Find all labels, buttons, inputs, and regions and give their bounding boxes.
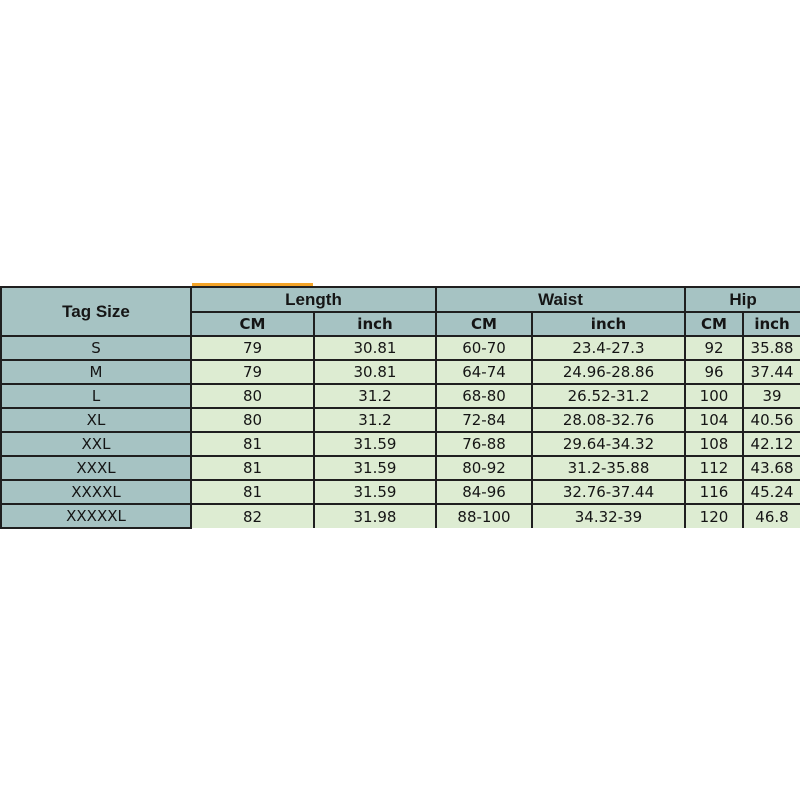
table-row-xl: [1, 408, 800, 432]
size-cell: XXXXL: [1, 480, 191, 504]
table-row-xxxl: [1, 456, 800, 480]
table-row-xxxxl: [1, 480, 800, 504]
hip-cm-cell: 104: [685, 408, 743, 432]
waist-inch-cell: 24.96-28.86: [532, 360, 685, 384]
size-cell: XXXXXL: [1, 504, 191, 528]
length-cm-cell: 81: [191, 456, 314, 480]
waist-cm-header: CM: [436, 312, 532, 336]
waist-inch-cell: 34.32-39: [532, 504, 685, 528]
hip-cm-cell: 108: [685, 432, 743, 456]
table-row-s: [1, 336, 800, 360]
hip-cm-cell: 100: [685, 384, 743, 408]
length-cm-cell: 81: [191, 432, 314, 456]
length-cm-cell: 79: [191, 360, 314, 384]
length-group-header: Length: [191, 287, 436, 312]
hip-inch-cell: 40.56: [743, 408, 800, 432]
length-cm-cell: 80: [191, 408, 314, 432]
waist-cm-cell: 76-88: [436, 432, 532, 456]
waist-group-header: Waist: [436, 287, 685, 312]
waist-cm-cell: 84-96: [436, 480, 532, 504]
size-cell: XXL: [1, 432, 191, 456]
length-inch-cell: 30.81: [314, 360, 436, 384]
length-cm-cell: 82: [191, 504, 314, 528]
hip-inch-cell: 35.88: [743, 336, 800, 360]
waist-inch-cell: 29.64-34.32: [532, 432, 685, 456]
length-inch-header: inch: [314, 312, 436, 336]
length-cm-header: CM: [191, 312, 314, 336]
hip-inch-cell: 39: [743, 384, 800, 408]
table-row-xxl: [1, 432, 800, 456]
hip-cm-cell: 112: [685, 456, 743, 480]
size-cell: XXXL: [1, 456, 191, 480]
hip-inch-cell: 42.12: [743, 432, 800, 456]
length-inch-cell: 31.98: [314, 504, 436, 528]
length-cm-cell: 80: [191, 384, 314, 408]
hip-cm-cell: 96: [685, 360, 743, 384]
length-cm-cell: 79: [191, 336, 314, 360]
waist-inch-cell: 31.2-35.88: [532, 456, 685, 480]
tag-size-header: Tag Size: [1, 287, 191, 336]
size-cell: S: [1, 336, 191, 360]
table-row-l: [1, 384, 800, 408]
waist-inch-cell: 28.08-32.76: [532, 408, 685, 432]
hip-inch-cell: 46.8: [743, 504, 800, 528]
hip-cm-header: CM: [685, 312, 743, 336]
table-row-xxxxxl: [1, 504, 800, 528]
waist-inch-cell: 26.52-31.2: [532, 384, 685, 408]
waist-cm-cell: 68-80: [436, 384, 532, 408]
waist-cm-cell: 88-100: [436, 504, 532, 528]
length-inch-cell: 31.59: [314, 480, 436, 504]
waist-cm-cell: 72-84: [436, 408, 532, 432]
waist-cm-cell: 60-70: [436, 336, 532, 360]
hip-group-header: Hip: [685, 287, 800, 312]
length-inch-cell: 31.59: [314, 432, 436, 456]
waist-inch-cell: 23.4-27.3: [532, 336, 685, 360]
waist-cm-cell: 64-74: [436, 360, 532, 384]
hip-inch-cell: 43.68: [743, 456, 800, 480]
waist-inch-header: inch: [532, 312, 685, 336]
header-row-groups: [1, 287, 800, 312]
hip-inch-cell: 45.24: [743, 480, 800, 504]
hip-cm-cell: 92: [685, 336, 743, 360]
size-cell: L: [1, 384, 191, 408]
waist-cm-cell: 80-92: [436, 456, 532, 480]
table-row-m: [1, 360, 800, 384]
length-cm-cell: 81: [191, 480, 314, 504]
size-cell: XL: [1, 408, 191, 432]
hip-inch-cell: 37.44: [743, 360, 800, 384]
hip-cm-cell: 120: [685, 504, 743, 528]
length-inch-cell: 31.2: [314, 384, 436, 408]
waist-inch-cell: 32.76-37.44: [532, 480, 685, 504]
size-chart-table: [0, 286, 800, 529]
length-inch-cell: 31.59: [314, 456, 436, 480]
length-inch-cell: 31.2: [314, 408, 436, 432]
size-cell: M: [1, 360, 191, 384]
hip-cm-cell: 116: [685, 480, 743, 504]
length-inch-cell: 30.81: [314, 336, 436, 360]
hip-inch-header: inch: [743, 312, 800, 336]
